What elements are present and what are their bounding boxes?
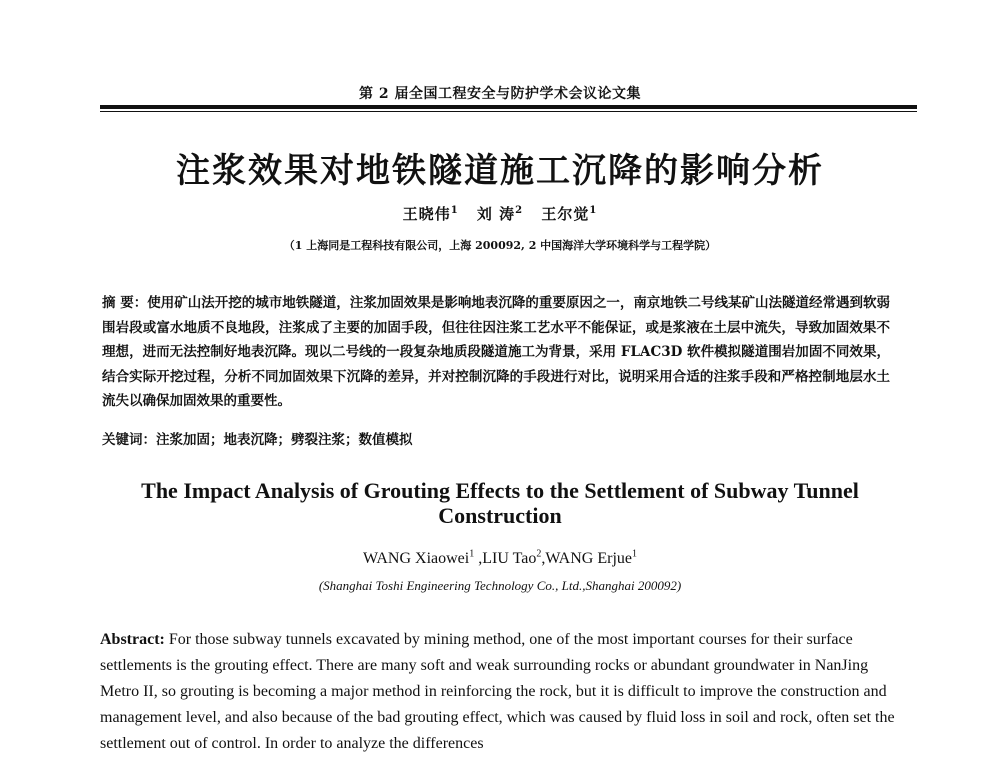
english-abstract-label: Abstract: [100, 631, 165, 648]
chinese-abstract-label: 摘 要： [102, 295, 148, 311]
chinese-abstract [102, 291, 890, 414]
english-affiliation: (Shanghai Toshi Engineering Technology Co., Ltd.,Shanghai 200092) [318, 578, 682, 593]
author-affil-mark: 1 [589, 205, 598, 216]
author-separator: , [474, 550, 483, 567]
chinese-title: 注浆效果对地铁隧道施工沉降的影响分析 [176, 151, 824, 191]
author-separator: , [541, 550, 546, 567]
english-abstract-text: For those subway tunnels excavated by mining method, one of the most important courses for their surface settlements is the grouting effect. There are many soft and weak surrounding rocks or abundant groundwater in NanJing Metro II, so grouting is becoming a major method in reinforcing the rock, but it is difficult to improve the construction and management level, and also because of the bad grouting effect, which was caused by fluid loss in soil and rock, often set the settlement out of control. In order to analyze the differences [100, 631, 895, 752]
english-abstract [100, 627, 910, 757]
chinese-authors [0, 203, 1000, 224]
header-rule-thin [100, 111, 917, 112]
author-name: WANG Xiaowei [363, 550, 470, 567]
english-title: The Impact Analysis of Grouting Effects to the Settlement of Subway Tunnel Construction [141, 478, 859, 528]
chinese-abstract-text: 使用矿山法开挖的城市地铁隧道，注浆加固效果是影响地表沉降的重要原因之一，南京地铁二号线某矿山法隧道经常遇到软弱围岩段或富水地质不良地段，注浆成了主要的加固手段，但往往因注浆工艺水平不能保证，或是浆液在土层中流失，导致加固效果不理想，进而无法控制好地表沉降。现以二号线的一段复杂地质段隧道施工为背景，采用 FLAC3D 软件模拟隧道围岩加固不同效果，结合实际开挖过程，分析不同加固效果下沉降的差异，并对控制沉降的手段进行对比，说明采用合适的注浆手段和严格控制地层水土流失以确保加固效果的重要性。 [102, 295, 891, 409]
author-name: WANG Erjue [545, 550, 632, 567]
chinese-keywords [102, 429, 890, 451]
author-name: 王晓伟 [402, 205, 451, 223]
running-header: 第 2 届全国工程安全与防护学术会议论文集 [359, 86, 641, 102]
author-affil-mark: 1 [631, 548, 637, 560]
english-authors [0, 550, 1000, 568]
author-name: 王尔觉 [541, 205, 590, 223]
author-affil-mark: 1 [469, 548, 475, 560]
header-rule-thick [100, 105, 917, 109]
chinese-keywords-label: 关键词： [102, 432, 156, 448]
author-affil-mark: 2 [515, 205, 524, 216]
chinese-keywords-text: 注浆加固；地表沉降；劈裂注浆；数值模拟 [156, 432, 413, 448]
author-name: 刘 涛 [476, 205, 516, 223]
author-name: LIU Tao [482, 550, 537, 567]
author-affil-mark: 2 [536, 548, 542, 560]
author-affil-mark: 1 [450, 205, 459, 216]
chinese-affiliation: （1 上海同是工程科技有限公司，上海 200092, 2 中国海洋大学环境科学与工程学院） [283, 239, 717, 252]
